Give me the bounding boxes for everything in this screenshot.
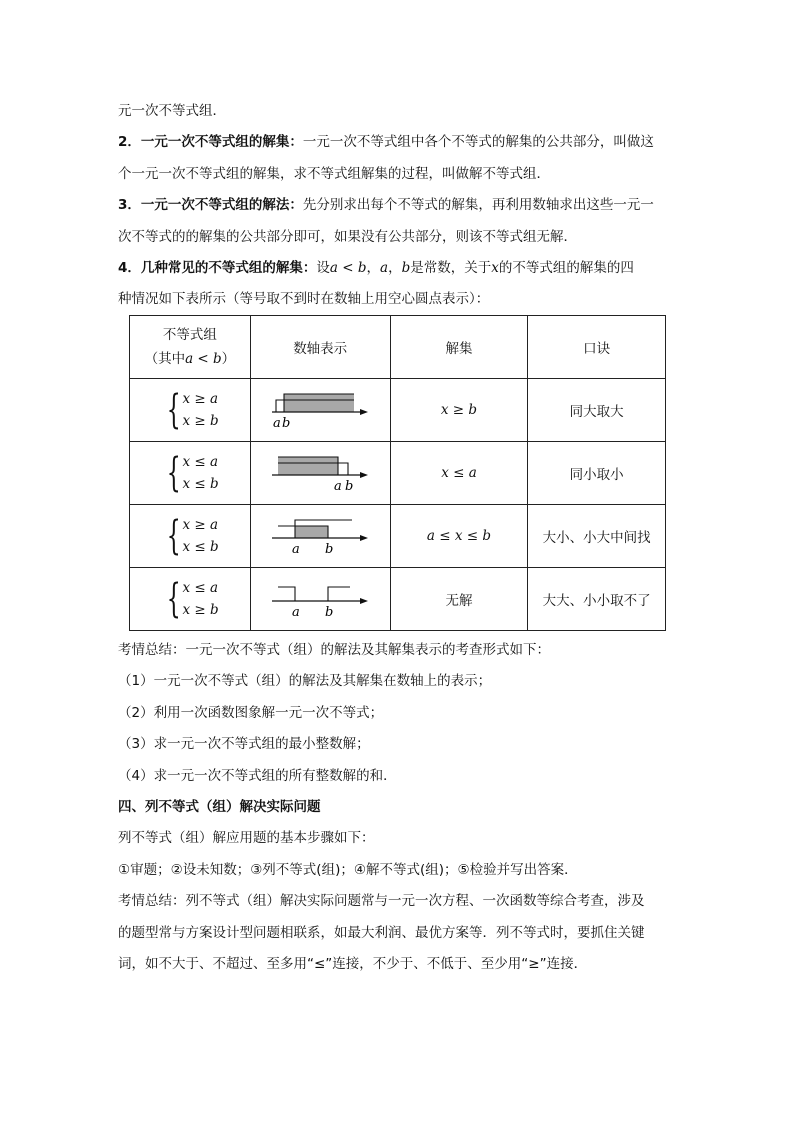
numberline-diagram — [270, 386, 370, 430]
header-system-line2 — [130, 347, 250, 371]
numberline-cell — [250, 568, 390, 631]
axis-arrow — [360, 409, 368, 415]
def2-line1 — [118, 127, 678, 158]
section4-summary-line3: 词，如不大于、不超过、至多用“≤”连接，不少于、不低于、至少用“≥”连接． — [118, 956, 588, 973]
inequality-1: x ≤ a — [182, 580, 219, 596]
inequality-2: x ≤ b — [182, 539, 219, 555]
solution-shade — [284, 394, 354, 412]
brace-symbol: { — [166, 576, 181, 622]
inequality-1: x ≤ a — [182, 454, 219, 470]
brace-symbol: { — [166, 450, 181, 496]
system-cell — [130, 442, 251, 505]
summary1-item: （1）一元一次不等式（组）的解法及其解集在数轴上的表示； — [118, 673, 492, 690]
system-cell — [130, 568, 251, 631]
inequality-2: x ≤ b — [182, 476, 219, 492]
def4-text-d: 的不等式组的解集的四 — [498, 260, 634, 277]
inequality-1: x ≥ a — [182, 517, 219, 533]
brace-symbol: { — [166, 513, 181, 559]
def2-text1: 一元一次不等式组中各个不等式的解集的公共部分，叫做这 — [302, 134, 654, 151]
def3-text1: 先分别求出每个不等式的解集，再利用数轴求出这些一元一 — [302, 197, 654, 214]
def4-line2: 种情况如下表所示（等号取不到时在数轴上用空心圆点表示）： — [118, 291, 490, 308]
summary1-item: （3）求一元一次不等式组的最小整数解； — [118, 736, 370, 753]
system-cell — [130, 379, 251, 442]
solution-cell: a ≤ x ≤ b — [390, 505, 528, 568]
header-system-open: （其中 — [144, 351, 186, 367]
summary1-item: （2）利用一次函数图象解一元一次不等式； — [118, 704, 384, 721]
def4-text-c: 是常数，关于 — [410, 260, 492, 277]
table-header-row — [130, 316, 666, 379]
label-a: a — [334, 479, 342, 493]
solution-shade — [278, 457, 338, 475]
header-solution: 解集 — [390, 316, 528, 379]
label-b: b — [325, 542, 334, 556]
summary1-item: （4）求一元一次不等式组的所有整数解的和． — [118, 767, 397, 784]
def4-var-x: x — [491, 260, 499, 277]
label-b: b — [345, 479, 354, 493]
header-system-close: ） — [221, 351, 236, 367]
solution-cell: 无解 — [390, 568, 528, 631]
label-a: a — [292, 542, 300, 556]
numberline-diagram — [270, 575, 370, 619]
mnemonic-cell: 大大、小小取不了 — [528, 568, 666, 631]
axis-arrow — [360, 598, 368, 604]
solution-cell: x ≤ a — [390, 442, 528, 505]
intro-tail: 元一次不等式组． — [118, 103, 226, 119]
def2-line2: 个一元一次不等式组的解集，求不等式组解集的过程，叫做解不等式组． — [118, 165, 550, 182]
section4-summary-line1: 考情总结：列不等式（组）解决实际问题常与一元一次方程、一次函数等综合考查，涉及 — [118, 893, 645, 910]
def4-condition: a < b — [329, 260, 367, 277]
inequality-1: x ≥ a — [182, 391, 219, 407]
section4-summary-line2: 的题型常与方案设计型问题相联系，如最大利润、最优方案等．列不等式时，要抓住关键 — [118, 924, 645, 941]
inequality-table — [129, 315, 666, 631]
solution-shade — [295, 526, 328, 538]
label-b: b — [325, 605, 334, 619]
section4-steps-intro: 列不等式（组）解应用题的基本步骤如下： — [118, 830, 375, 847]
mnemonic-cell: 同大取大 — [528, 379, 666, 442]
def4-var-a: a — [380, 260, 389, 277]
def2-title: 2．一元一次不等式组的解集： — [118, 134, 303, 151]
label-a: a — [273, 416, 281, 430]
system-cell — [130, 505, 251, 568]
header-system — [130, 316, 251, 379]
label-a: a — [292, 605, 300, 619]
def4-text-b: ， — [366, 260, 380, 277]
numberline-cell — [250, 505, 390, 568]
def4-var-b: b — [401, 260, 411, 277]
table-row — [130, 442, 666, 505]
ray-a — [278, 587, 295, 601]
axis-arrow — [360, 535, 368, 541]
inequality-2: x ≥ b — [182, 602, 219, 618]
table-row — [130, 505, 666, 568]
def3-title: 3．一元一次不等式组的解法： — [118, 197, 303, 214]
header-numberline: 数轴表示 — [250, 316, 390, 379]
section4-heading: 四、列不等式（组）解决实际问题 — [118, 799, 321, 816]
def3-line2: 次不等式的的解集的公共部分即可，如果没有公共部分，则该不等式组无解． — [118, 228, 577, 245]
inequality-2: x ≥ b — [182, 413, 219, 429]
section4-steps: ①审题；②设未知数；③列不等式(组)；④解不等式(组)；⑤检验并写出答案． — [118, 861, 578, 878]
def4-text-a: 设 — [316, 260, 330, 277]
numberline-diagram — [270, 449, 370, 493]
header-system-cond: a < b — [185, 351, 222, 367]
table-row — [130, 379, 666, 442]
document-page — [118, 96, 678, 973]
solution-cell: x ≥ b — [390, 379, 528, 442]
mnemonic-cell: 同小取小 — [528, 442, 666, 505]
brace-symbol: { — [166, 387, 181, 433]
numberline-diagram — [270, 512, 370, 556]
header-mnemonic: 口诀 — [528, 316, 666, 379]
summary1-intro: 考情总结：一元一次不等式（组）的解法及其解集表示的考查形式如下： — [118, 642, 550, 658]
def3-line1 — [118, 190, 678, 221]
numberline-cell — [250, 379, 390, 442]
def4-comma: ， — [388, 260, 402, 277]
ray-b — [328, 587, 350, 601]
mnemonic-cell: 大小、小大中间找 — [528, 505, 666, 568]
table-row — [130, 568, 666, 631]
after-table-content — [118, 635, 645, 980]
numberline-cell — [250, 442, 390, 505]
axis-arrow — [360, 472, 368, 478]
def4-line1 — [118, 253, 678, 284]
label-b: b — [282, 416, 291, 430]
def4-title: 4．几种常见的不等式组的解集： — [118, 260, 317, 277]
header-system-line1: 不等式组 — [162, 327, 217, 343]
